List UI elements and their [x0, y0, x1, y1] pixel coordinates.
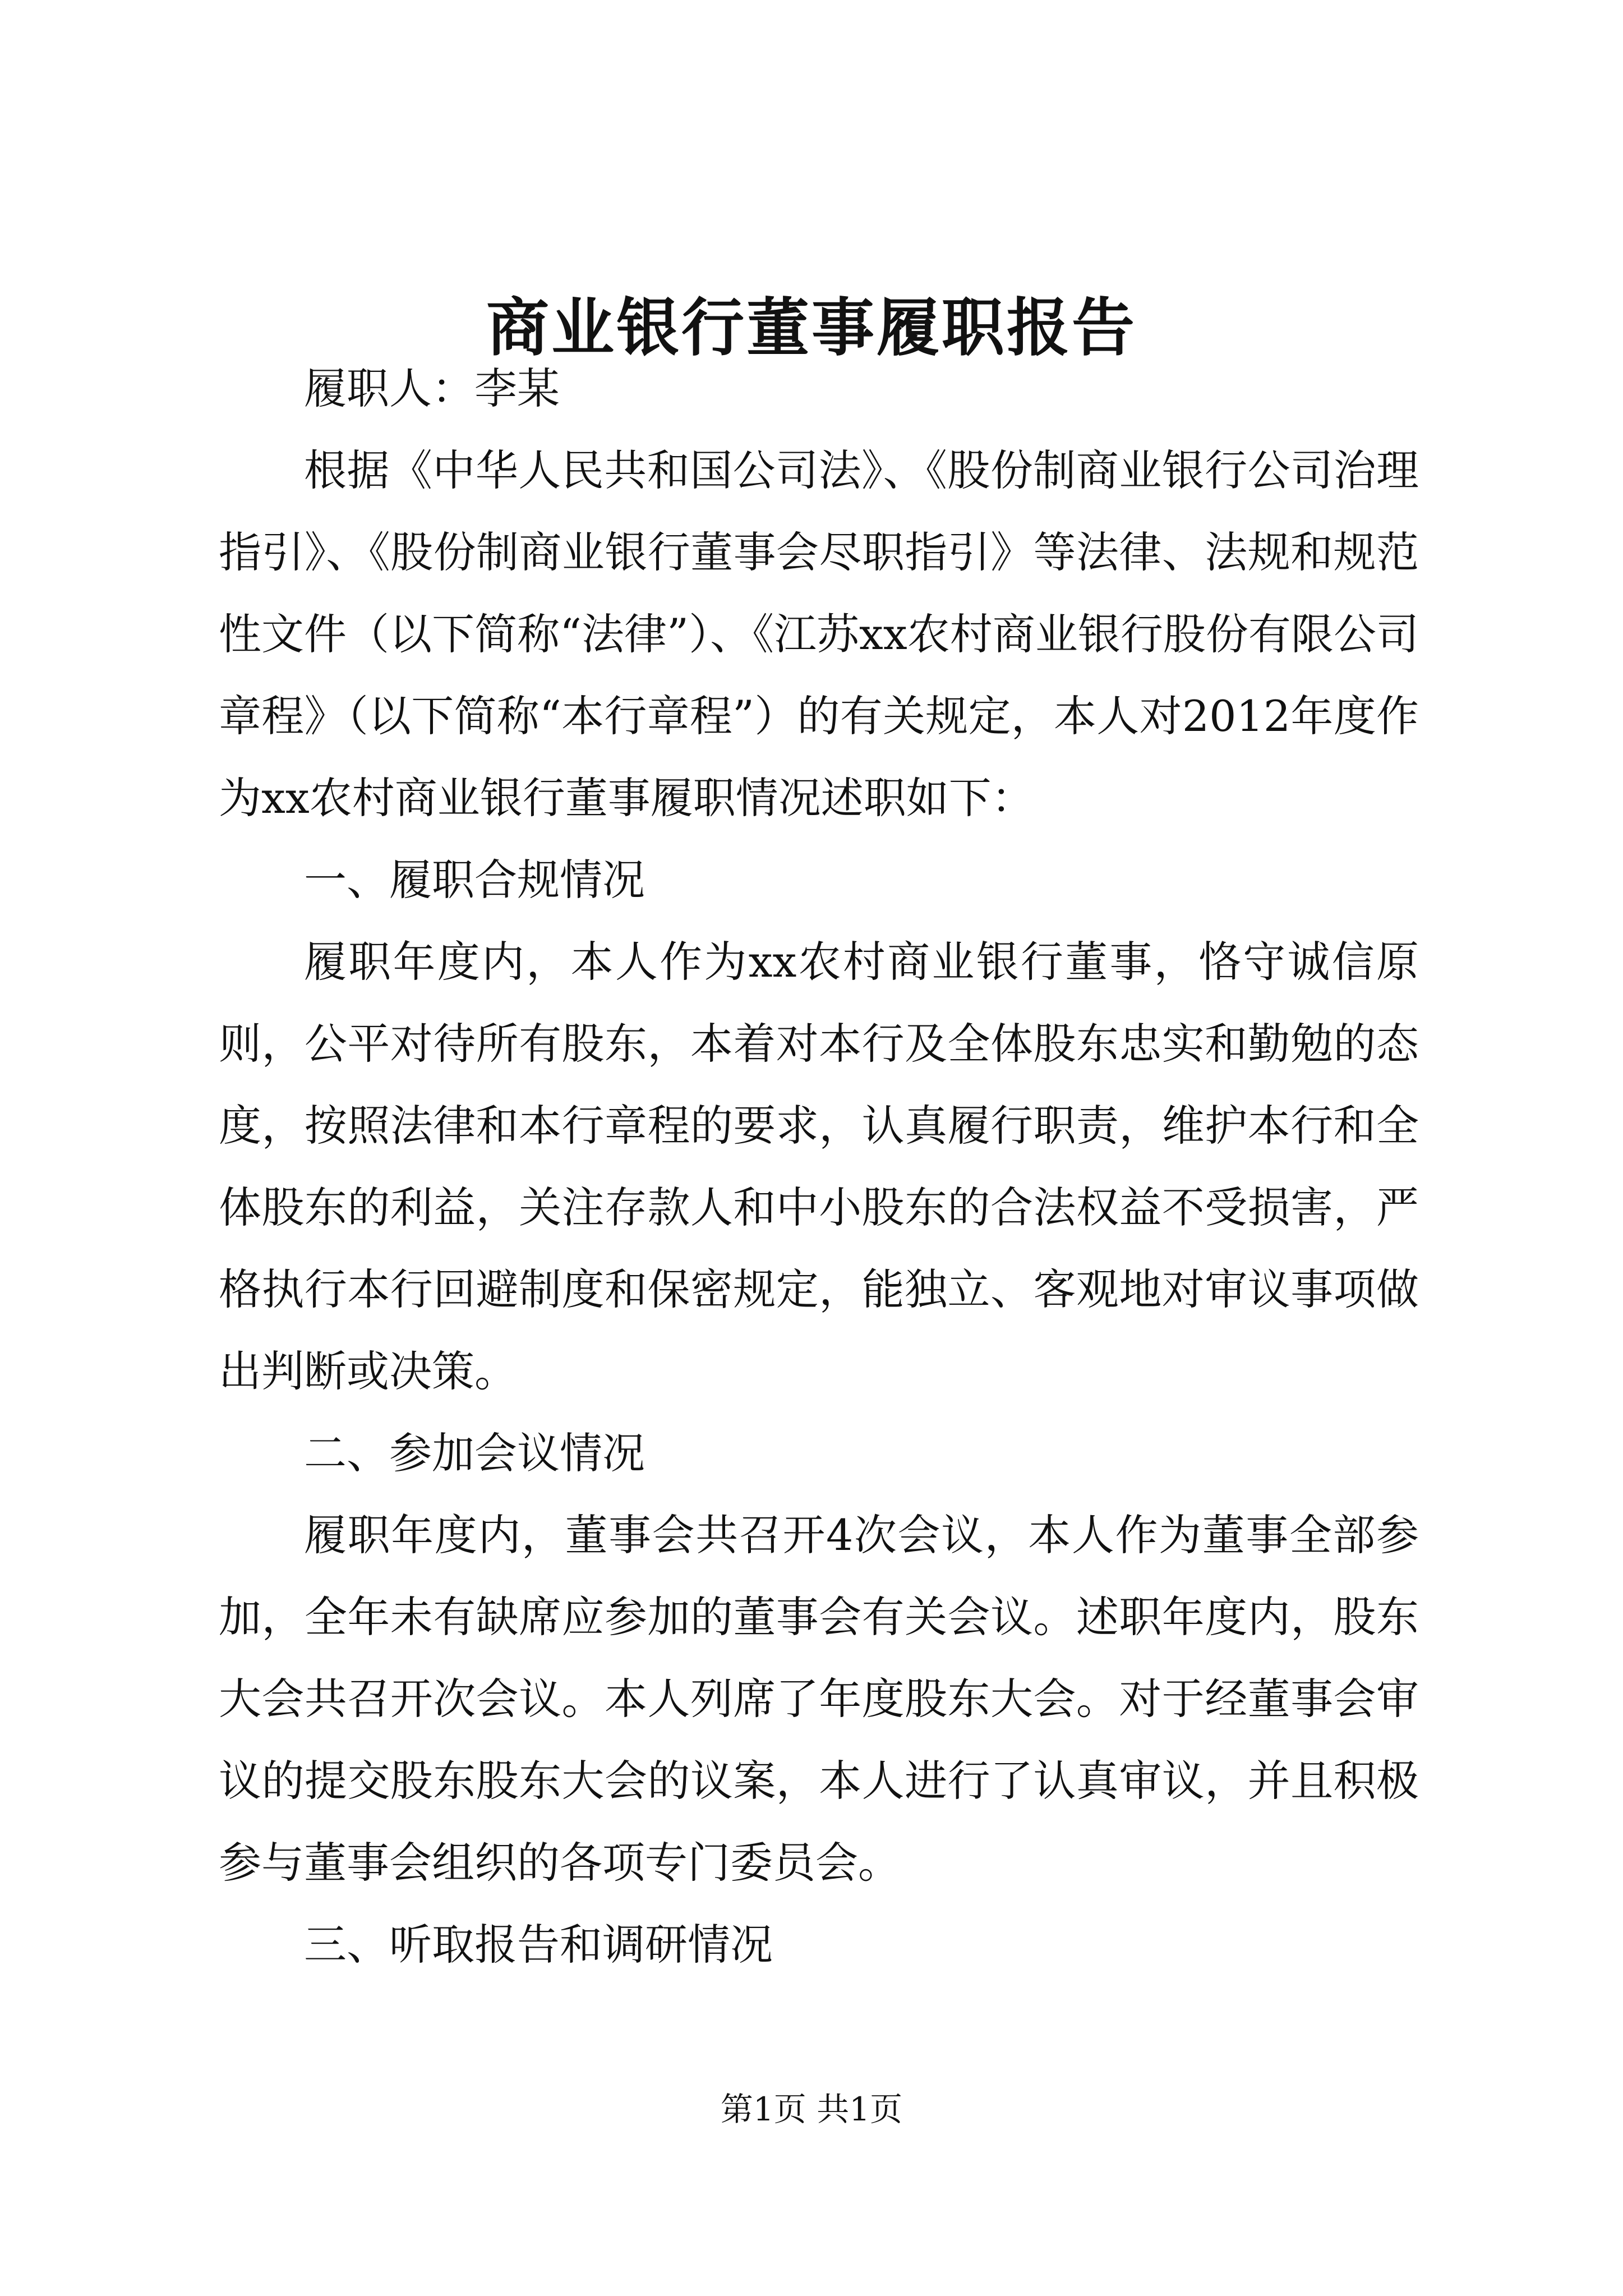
page-footer: 第1页 共1页	[720, 2090, 903, 2128]
author-line: 履职人：李某	[304, 364, 560, 413]
section-heading-2: 二、参加会议情况	[304, 1428, 645, 1478]
intro-paragraph: 根据《中华人民共和国公司法》、《股份制商业银行公司治理指引》、《股份制商业银行董事会尽职指引》等法律、法规和规范性文件（以下简称“法律”）、《江苏xx农村商业银行股份有限公司章程》（以下简称“本行章程”）的有关规定，本人对2012年度作为xx农村商业银行董事履职情况述职如下：	[219, 445, 1419, 823]
section-paragraph-2: 履职年度内，董事会共召开4次会议，本人作为董事全部参加，全年未有缺席应参加的董事会有关会议。述职年度内，股东大会共召开次会议。本人列席了年度股东大会。对于经董事会审议的提交股东股东大会的议案，本人进行了认真审议，并且积极参与董事会组织的各项专门委员会。	[219, 1510, 1419, 1888]
section-heading-1: 一、履职合规情况	[304, 855, 645, 905]
document-body	[219, 348, 1419, 1986]
page-title: 商业银行董事履职报告	[486, 291, 1137, 365]
section-paragraph-1: 履职年度内，本人作为xx农村商业银行董事，恪守诚信原则，公平对待所有股东，本着对本行及全体股东忠实和勤勉的态度，按照法律和本行章程的要求，认真履行职责，维护本行和全体股东的利益，关注存款人和中小股东的合法权益不受损害，严格执行本行回避制度和保密规定，能独立、客观地对审议事项做出判断或决策。	[219, 937, 1419, 1396]
section-heading-3: 三、听取报告和调研情况	[304, 1920, 773, 1970]
